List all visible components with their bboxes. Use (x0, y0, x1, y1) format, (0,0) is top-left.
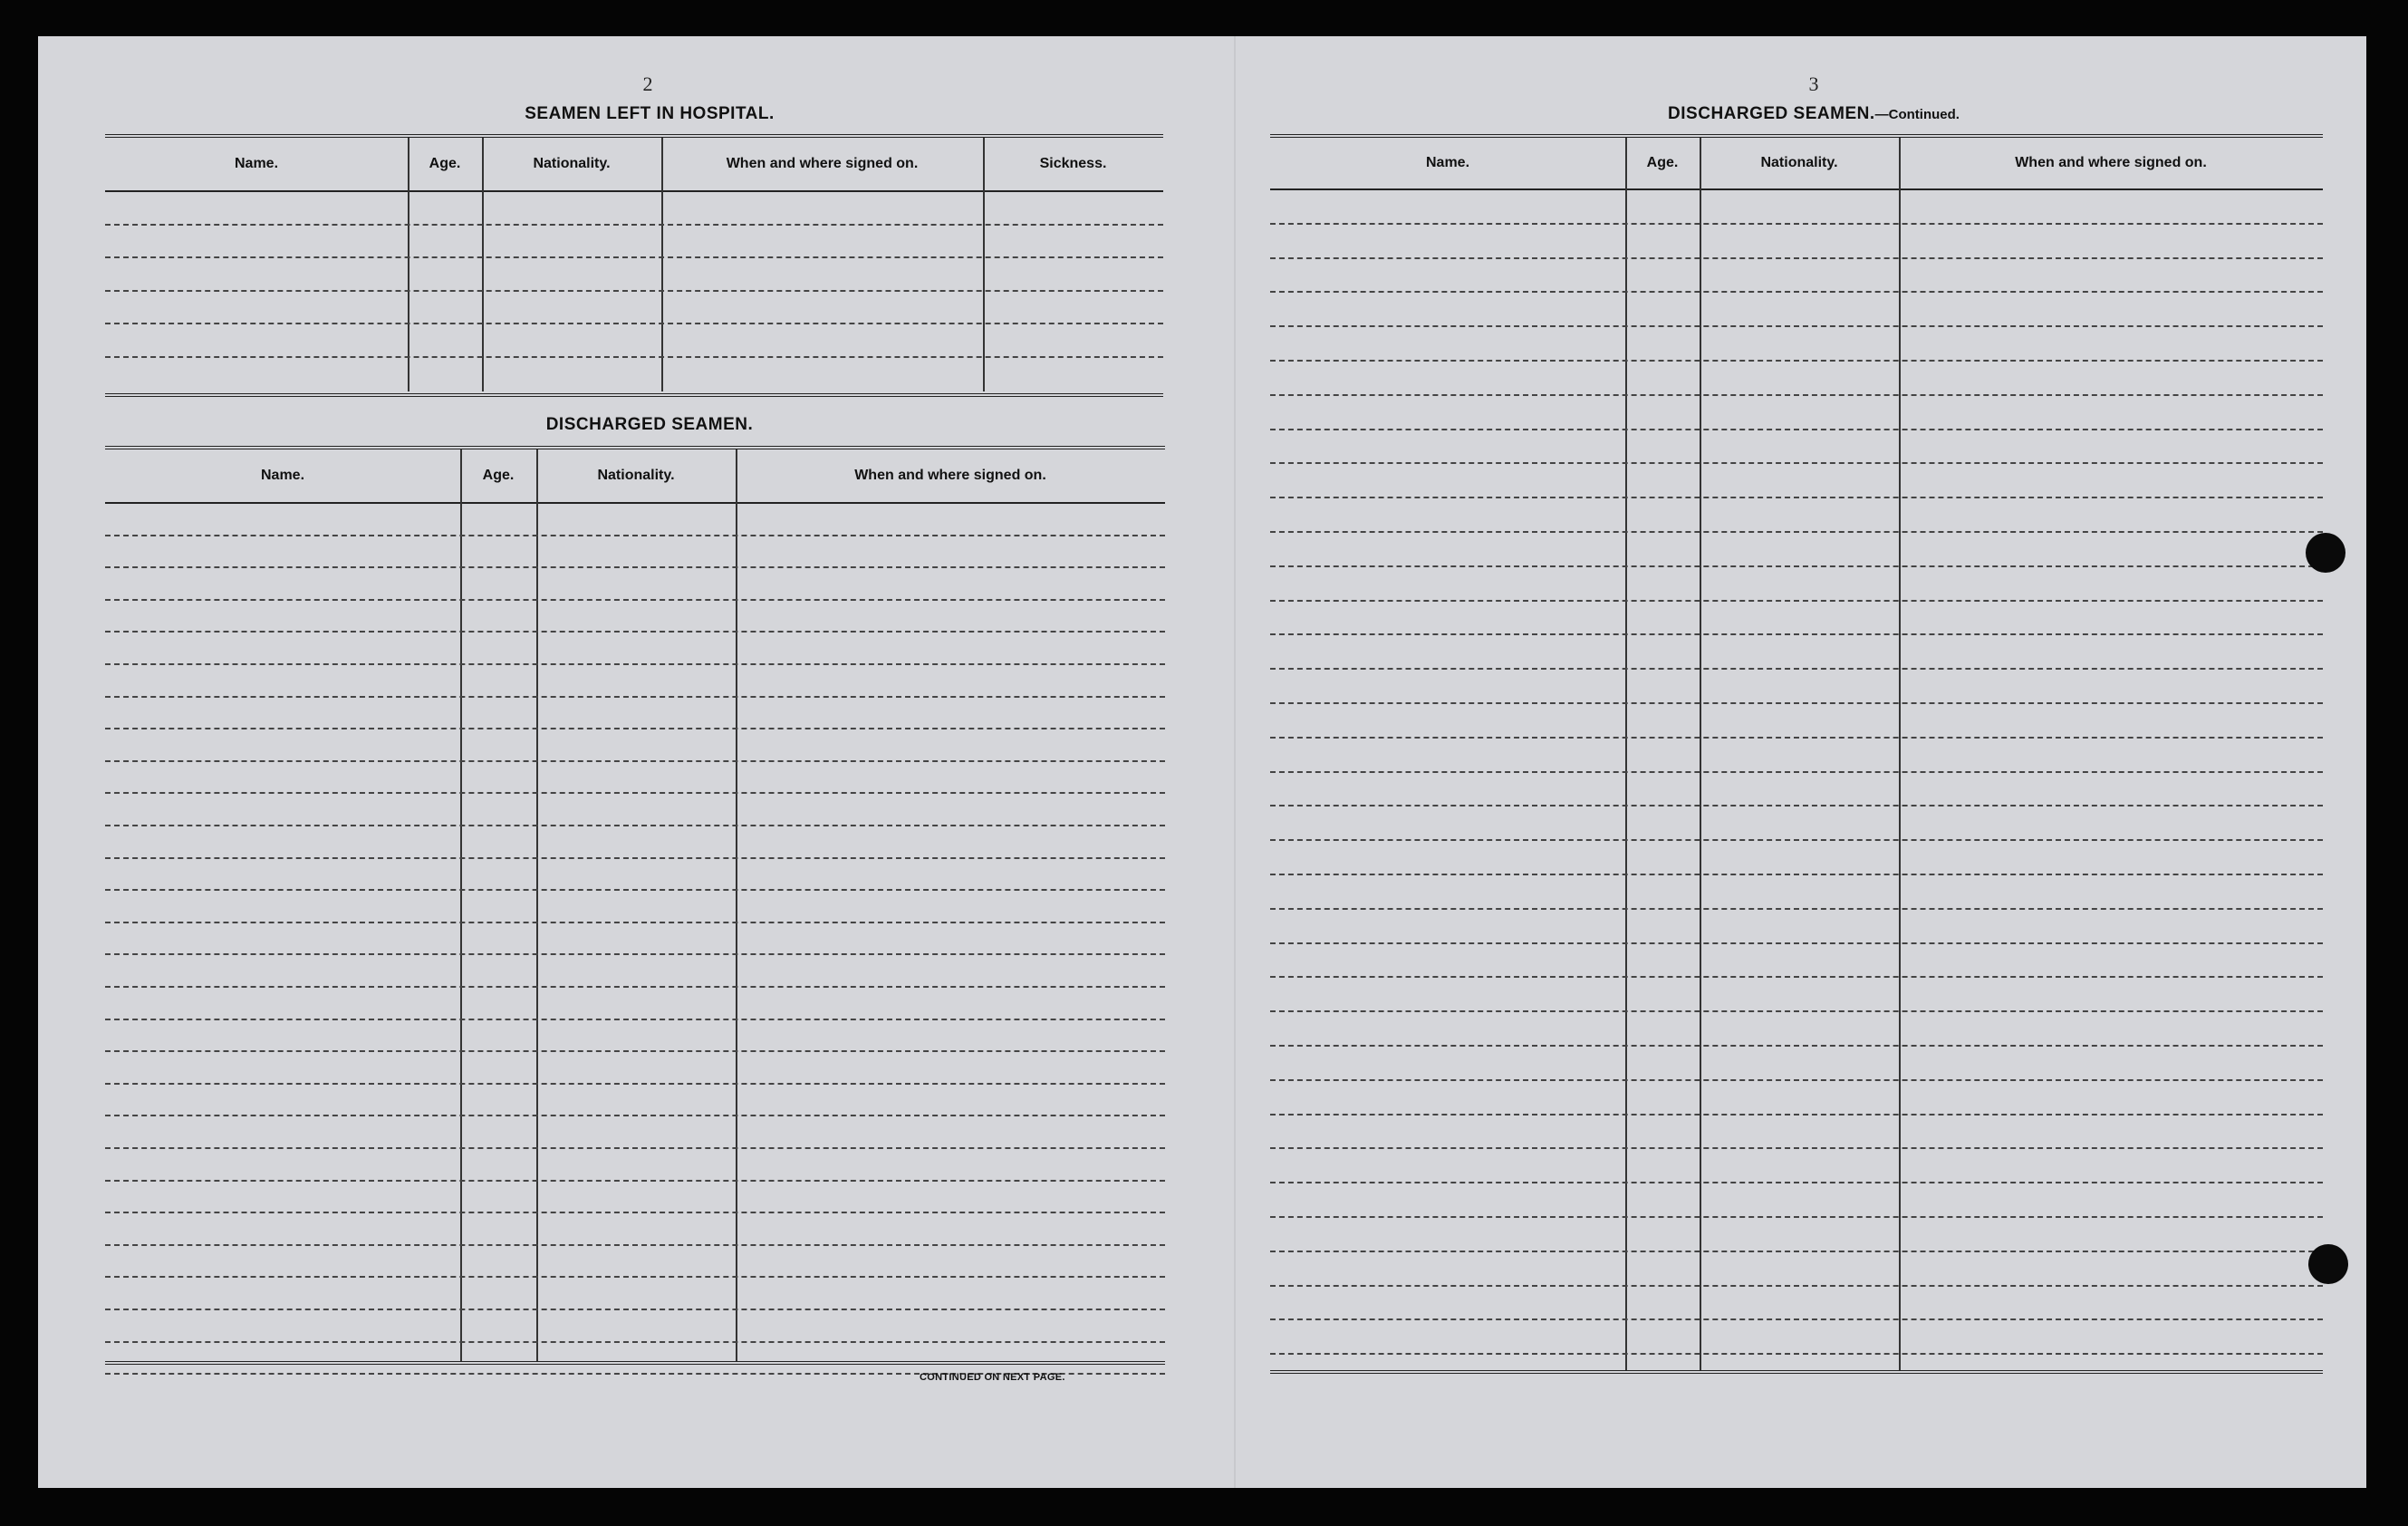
table-row (1270, 1216, 2323, 1218)
table-row (105, 535, 1165, 536)
table-row (1270, 976, 2323, 978)
table-row (1270, 874, 2323, 875)
title-text: DISCHARGED SEAMEN. (1668, 104, 1875, 123)
hospital-table-header (105, 138, 1163, 192)
table-row (105, 290, 1163, 292)
table-row (1270, 1114, 2323, 1116)
column-divider (983, 138, 985, 391)
table-row (1270, 771, 2323, 773)
table-row (1270, 565, 2323, 567)
discharged-table-header (105, 449, 1165, 504)
table-row (1270, 1010, 2323, 1012)
table-row (1270, 805, 2323, 806)
continued-note: CONTINUED ON NEXT PAGE. (920, 1372, 1065, 1383)
table-row (1270, 668, 2323, 670)
discharged-section-title: DISCHARGED SEAMEN. (545, 415, 754, 434)
column-divider (536, 449, 538, 1361)
table-bottom-rule (105, 1361, 1165, 1367)
col-header-age: Age. (1646, 155, 1679, 170)
discharged-table-right (1270, 134, 2323, 1406)
table-row (105, 889, 1165, 891)
table-row (1270, 1285, 2323, 1287)
table-row (105, 1115, 1165, 1116)
table-row (105, 323, 1163, 324)
table-row (1270, 942, 2323, 944)
discharged-continued-title (1542, 104, 2085, 124)
col-header-nationality: Nationality. (1760, 155, 1838, 170)
table-row (105, 1244, 1165, 1246)
column-divider (1700, 138, 1701, 1370)
table-row (1270, 462, 2323, 464)
table-row (105, 631, 1165, 633)
document-sheet (38, 36, 2366, 1488)
column-divider (482, 138, 484, 391)
col-header-name: Name. (1425, 155, 1470, 170)
table-row (105, 599, 1165, 601)
discharged-table-header-right (1270, 138, 2323, 190)
table-row (105, 1147, 1165, 1149)
table-row (1270, 1318, 2323, 1320)
column-divider (408, 138, 409, 391)
table-row (105, 696, 1165, 698)
table-row (105, 1019, 1165, 1020)
table-row (1270, 257, 2323, 259)
col-header-signed-on: When and where signed on. (854, 468, 1046, 483)
col-header-signed-on: When and where signed on. (2015, 155, 2207, 170)
binder-hole (2308, 1244, 2348, 1284)
table-bottom-rule (105, 393, 1163, 400)
table-row (1270, 908, 2323, 910)
table-row (1270, 291, 2323, 293)
table-row (105, 1050, 1165, 1052)
binder-hole (2306, 533, 2345, 573)
table-row (105, 224, 1163, 226)
page-number-right: 3 (1808, 72, 1819, 95)
col-header-sickness: Sickness. (1039, 156, 1107, 171)
table-row (105, 1083, 1165, 1085)
table-row (105, 792, 1165, 794)
table-bottom-rule (1270, 1370, 2323, 1376)
discharged-table-left (105, 446, 1165, 1368)
table-row (1270, 1251, 2323, 1252)
table-row (1270, 1182, 2323, 1183)
table-row (105, 760, 1165, 762)
table-row (105, 1212, 1165, 1213)
table-row (105, 825, 1165, 826)
table-row (1270, 1079, 2323, 1081)
column-divider (1899, 138, 1901, 1370)
table-row (105, 728, 1165, 729)
table-row (1270, 737, 2323, 739)
table-row (1270, 429, 2323, 430)
table-row (105, 1180, 1165, 1182)
table-row (105, 1309, 1165, 1310)
table-row (105, 953, 1165, 955)
table-row (1270, 360, 2323, 362)
table-row (1270, 497, 2323, 498)
table-row (1270, 325, 2323, 327)
table-row (105, 1341, 1165, 1343)
col-header-nationality: Nationality. (533, 156, 611, 171)
table-row (1270, 394, 2323, 396)
column-divider (1625, 138, 1627, 1370)
table-row (105, 356, 1163, 358)
table-row (1270, 839, 2323, 841)
column-divider (460, 449, 462, 1361)
table-row (1270, 1045, 2323, 1047)
col-header-name: Name. (260, 468, 305, 483)
column-divider (736, 449, 737, 1361)
table-row (1270, 600, 2323, 602)
hospital-section-title: SEAMEN LEFT IN HOSPITAL. (525, 104, 775, 123)
table-row (105, 663, 1165, 665)
table-row (105, 922, 1165, 923)
col-header-name: Name. (234, 156, 279, 171)
table-row (105, 566, 1165, 568)
table-row (1270, 1353, 2323, 1355)
table-row (1270, 223, 2323, 225)
table-row (1270, 531, 2323, 533)
center-fold (1234, 36, 1236, 1488)
column-divider (661, 138, 663, 391)
col-header-signed-on: When and where signed on. (726, 156, 919, 171)
col-header-nationality: Nationality. (597, 468, 675, 483)
col-header-age: Age. (482, 468, 515, 483)
table-row (105, 1276, 1165, 1278)
page-number-left: 2 (642, 72, 653, 95)
table-row (105, 256, 1163, 258)
table-row (105, 986, 1165, 988)
hospital-table (105, 134, 1163, 402)
table-row (105, 857, 1165, 859)
title-suffix: —Continued. (1874, 107, 1960, 122)
table-row (1270, 1147, 2323, 1149)
col-header-age: Age. (429, 156, 461, 171)
table-row (1270, 702, 2323, 704)
table-row (1270, 633, 2323, 635)
